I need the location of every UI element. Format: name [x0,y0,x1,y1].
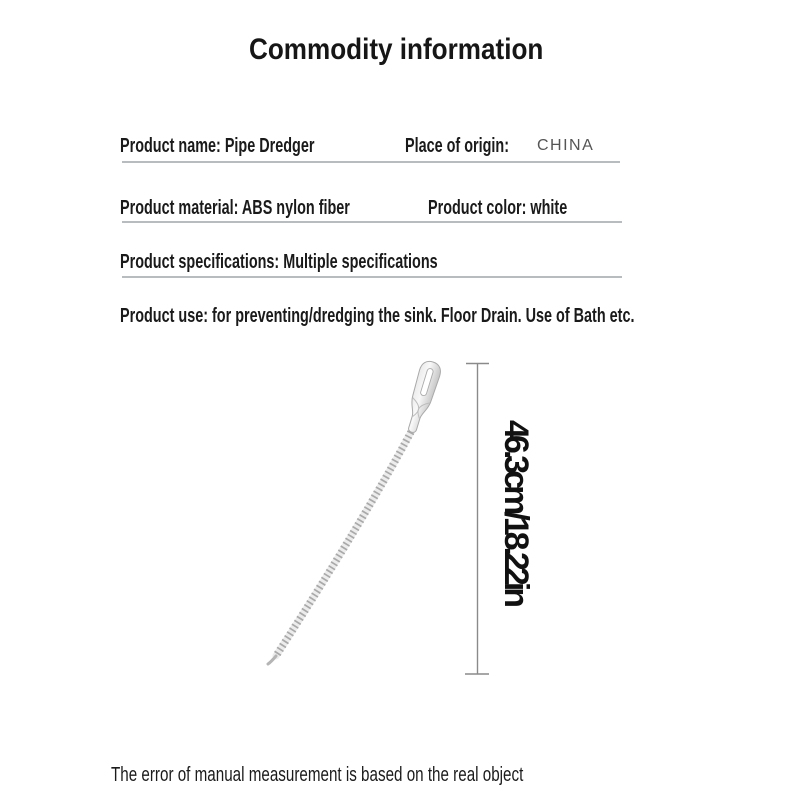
page-title-text: Commodity information [248,33,544,66]
divider-3 [122,276,622,278]
divider-1 [122,161,620,163]
row-product-color: Product color: white [428,197,568,219]
measurement-note: The error of manual measurement is based on the real object [111,764,524,786]
row-product-specifications: Product specifications: Multiple specifications [120,251,438,273]
dimension-label: 46.3cm/18.22in [497,420,535,605]
dimension-line-icon [465,364,489,675]
row-product-material: Product material: ABS nylon fiber [120,197,350,219]
page-title [0,31,792,69]
row-origin-value: CHINA [537,137,595,154]
coil-shaft [268,432,411,664]
handle [402,359,444,435]
row-product-use: Product use: for preventing/dredging the sink. Floor Drain. Use of Bath etc. [120,305,635,327]
row-product-name: Product name: Pipe Dredger [120,135,315,157]
divider-2 [122,221,622,223]
row-origin-label: Place of origin: [405,135,510,157]
